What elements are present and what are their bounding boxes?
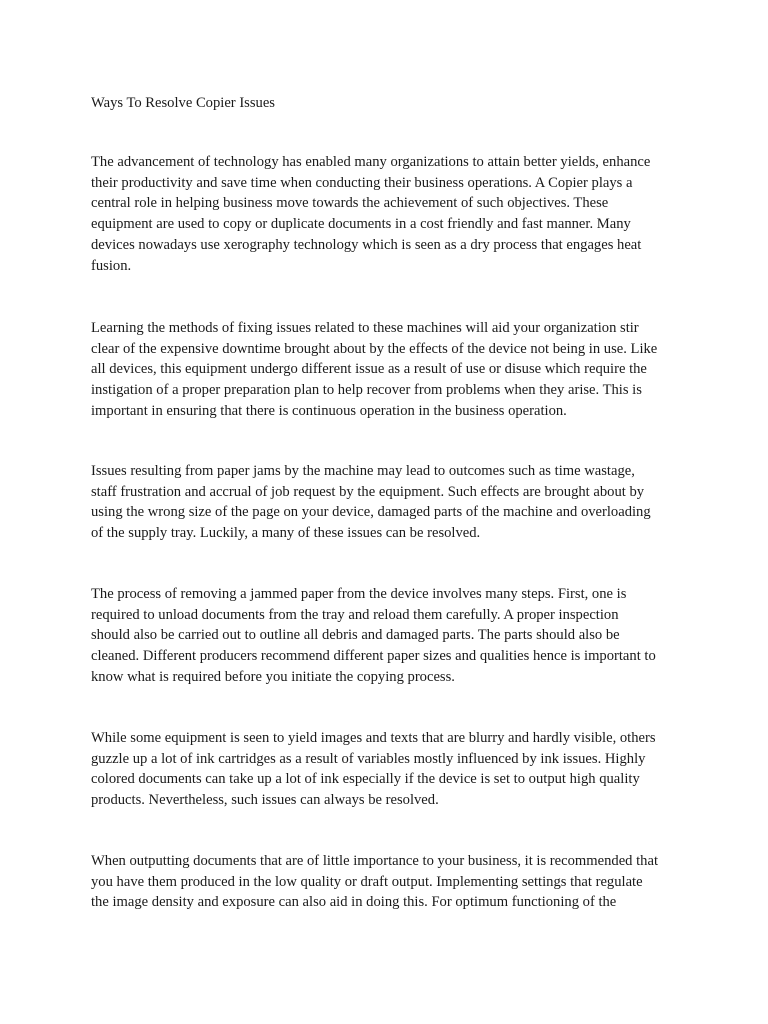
paragraph-2 [91,318,691,422]
paragraph-line: the image density and exposure can also aid in doing this. For optimum functioning of the [91,894,617,911]
paragraph-line: instigation of a proper preparation plan to help recover from problems when they arise. This is [91,382,642,399]
paragraph-3 [91,461,691,544]
paragraph-line: Learning the methods of fixing issues related to these machines will aid your organization stir [91,320,639,336]
paragraph-4 [91,584,691,688]
paragraph-line: central role in helping business move towards the achievement of such objectives. These [91,195,609,212]
paragraph-line: guzzle up a lot of ink cartridges as a result of variables mostly influenced by ink issues. Highly [91,750,646,767]
paragraph-line: While some equipment is seen to yield images and texts that are blurry and hardly visible, others [91,730,656,746]
paragraph-line: of the supply tray. Luckily, a many of these issues can be resolved. [91,525,481,542]
paragraph-line: cleaned. Different producers recommend different paper sizes and qualities hence is important to [91,648,656,665]
paragraph-line: all devices, this equipment undergo different issue as a result of use or disuse which require the [91,361,647,378]
paragraph-6 [91,851,691,913]
paragraph-line: their productivity and save time when conducting their business operations. A Copier plays a [91,174,633,191]
paragraph-line: clear of the expensive downtime brought about by the effects of the device not being in use. Like [91,340,658,357]
paragraph-line: you have them produced in the low quality or draft output. Implementing settings that regulate [91,873,643,890]
paragraph-1 [91,152,691,276]
paragraph-line: using the wrong size of the page on your device, damaged parts of the machine and overloading [91,504,651,521]
paragraph-line: products. Nevertheless, such issues can always be resolved. [91,792,439,809]
paragraph-line: equipment are used to copy or duplicate documents in a cost friendly and fast manner. Many [91,216,631,233]
paragraph-line: devices nowadays use xerography technology which is seen as a dry process that engages heat [91,236,642,253]
paragraph-line: The process of removing a jammed paper from the device involves many steps. First, one is [91,586,627,602]
paragraph-line: important in ensuring that there is continuous operation in the business operation. [91,402,567,419]
document-title: Ways To Resolve Copier Issues [91,95,275,111]
paragraph-line: When outputting documents that are of little importance to your business, it is recommended that [91,853,658,869]
paragraph-line: The advancement of technology has enabled many organizations to attain better yields, enhance [91,154,651,170]
paragraph-line: know what is required before you initiate the copying process. [91,668,455,685]
paragraph-line: staff frustration and accrual of job request by the equipment. Such effects are brought about by [91,483,645,500]
paragraph-line: Issues resulting from paper jams by the machine may lead to outcomes such as time wastage, [91,463,635,479]
paragraph-line: fusion. [91,257,132,274]
paragraph-line: should also be carried out to outline all debris and damaged parts. The parts should also be [91,627,620,644]
paragraph-5 [91,728,691,811]
paragraph-line: required to unload documents from the tray and reload them carefully. A proper inspection [91,606,619,623]
paragraph-line: colored documents can take up a lot of ink especially if the device is set to output high quality [91,771,640,788]
